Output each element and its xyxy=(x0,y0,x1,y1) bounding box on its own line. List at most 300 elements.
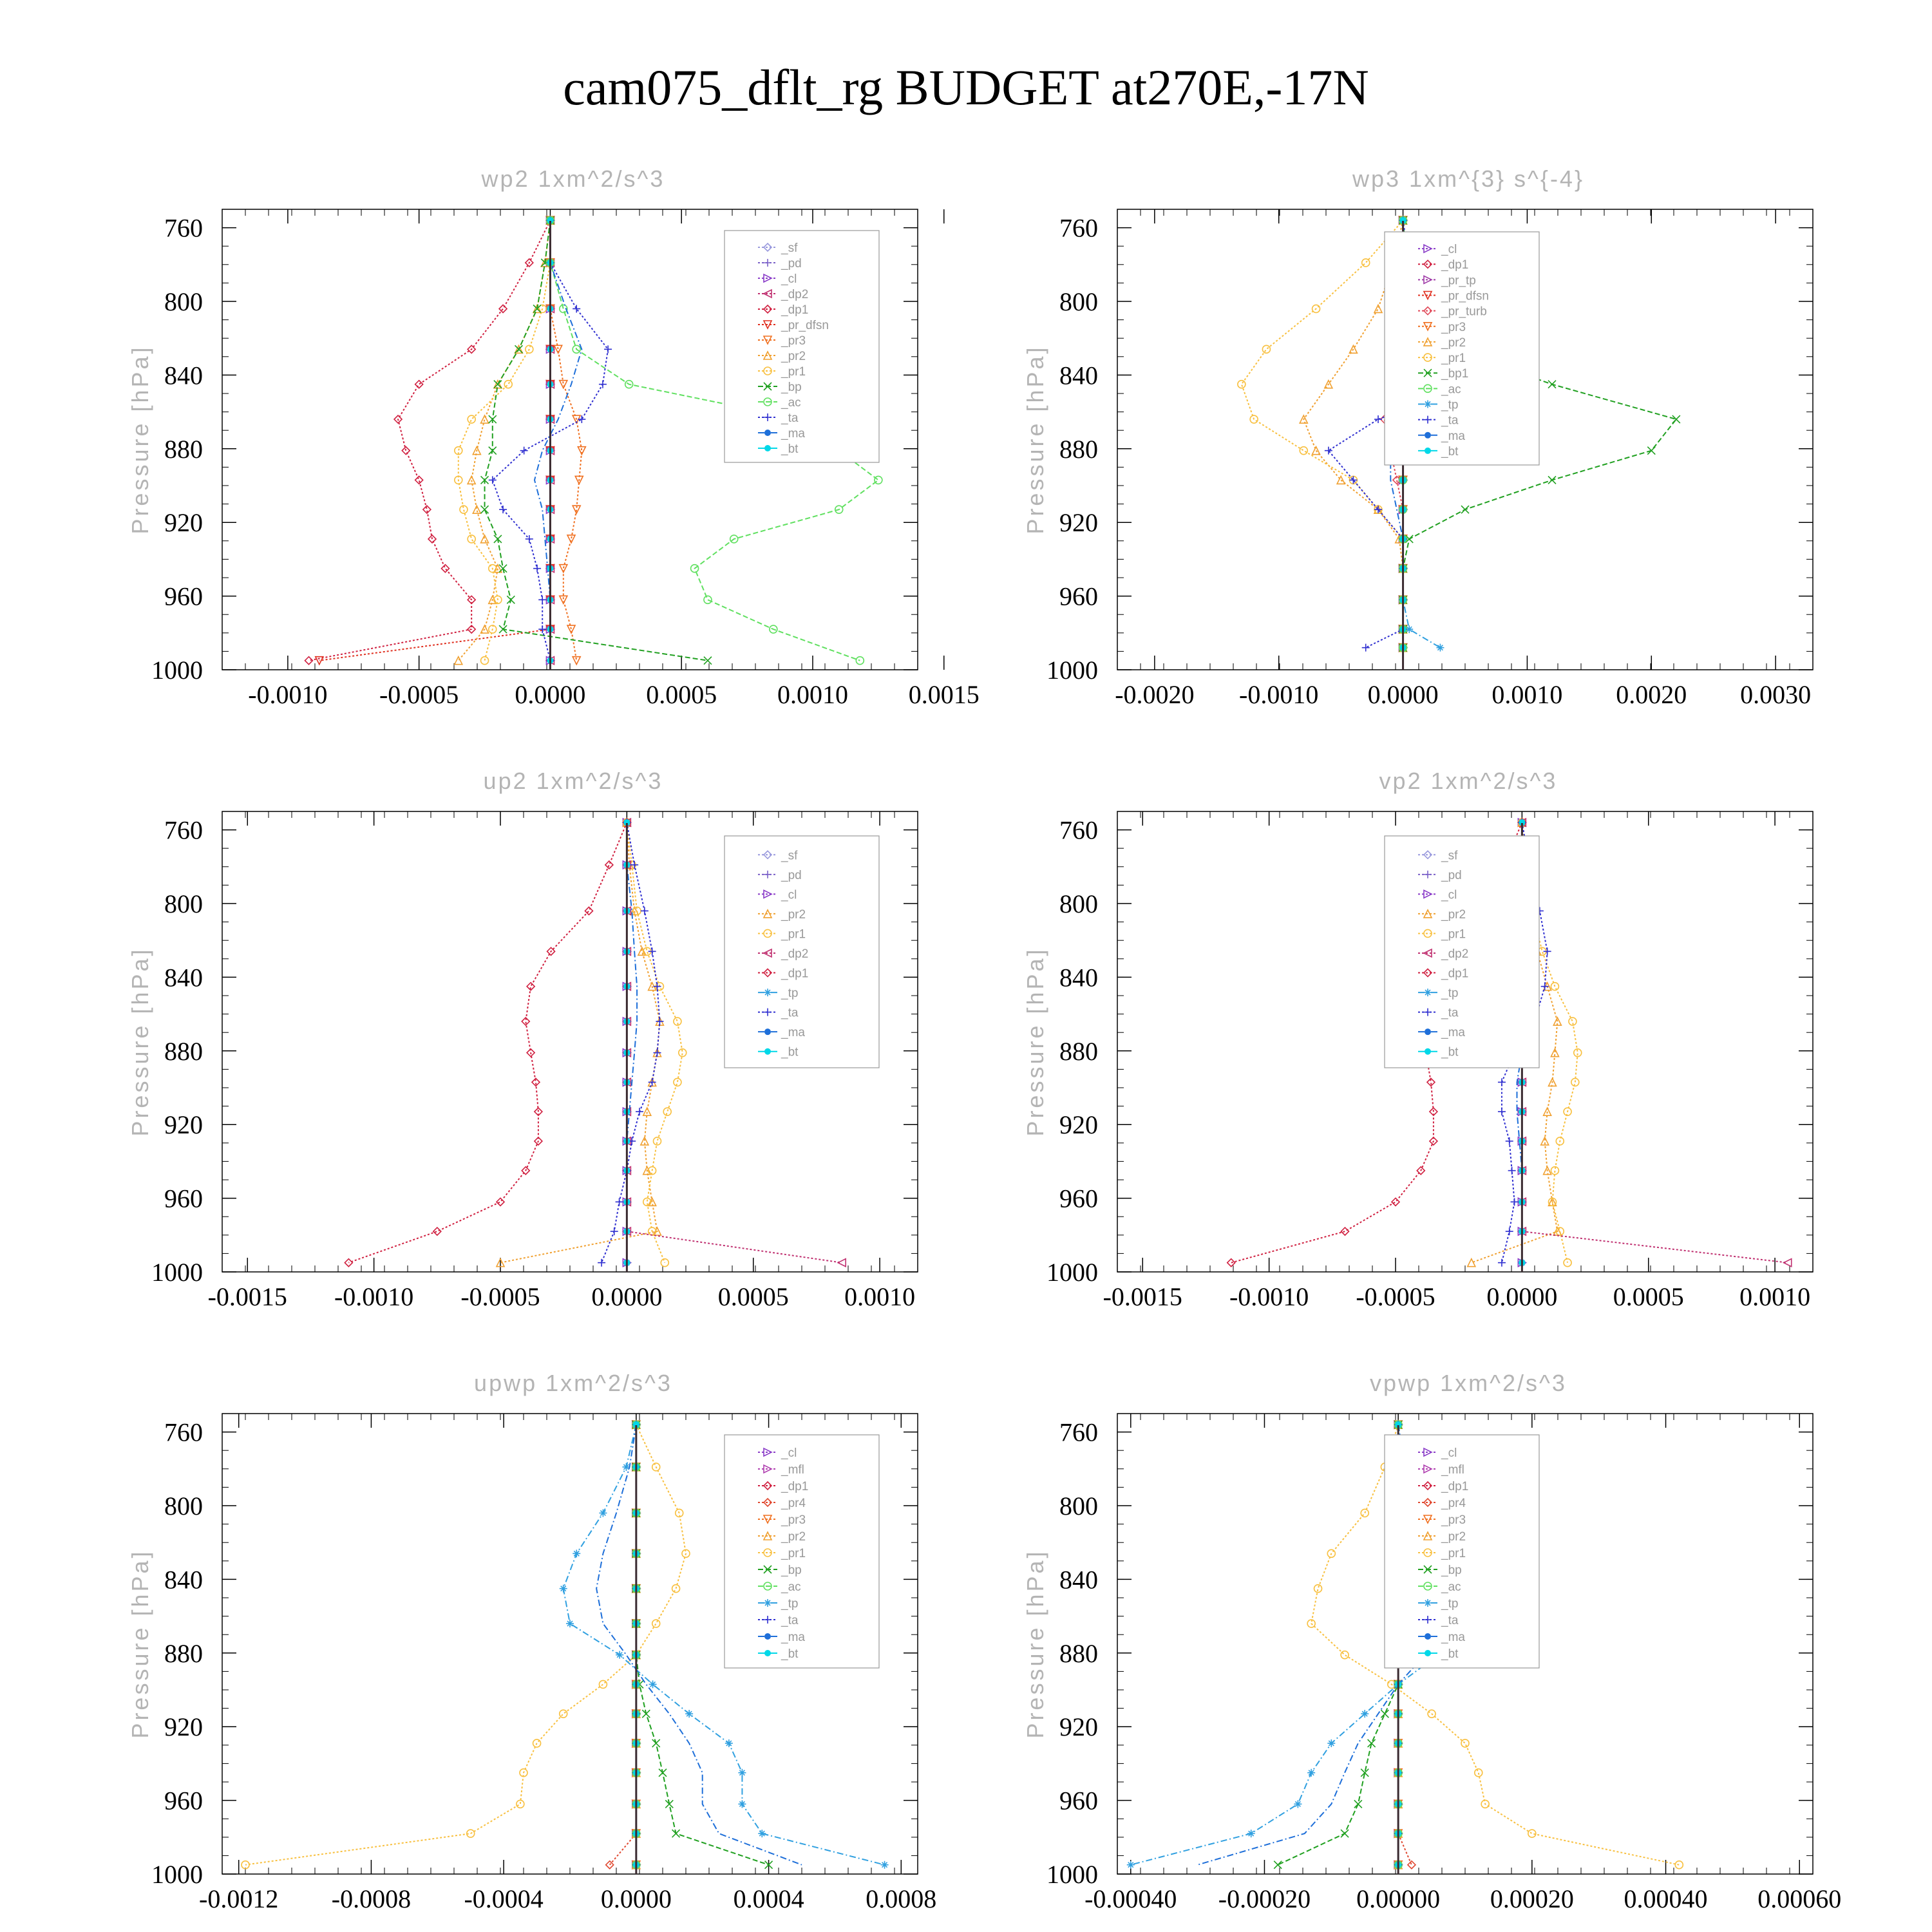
data-point xyxy=(599,1509,607,1517)
legend-label: _dp1 xyxy=(1441,1480,1469,1493)
x-tick-label: -0.0008 xyxy=(331,1884,412,1913)
y-tick-label: 1000 xyxy=(1046,656,1098,685)
y-tick-label: 760 xyxy=(164,815,203,845)
data-point xyxy=(497,1198,504,1206)
legend xyxy=(1385,232,1539,465)
legend-label: _cl xyxy=(1441,888,1457,902)
data-point xyxy=(616,1198,623,1206)
x-tick-label: 0.0000 xyxy=(600,1884,672,1913)
legend-label: _ac xyxy=(1441,1580,1461,1594)
y-tick-label: 800 xyxy=(1059,889,1098,918)
legend-label: _bp xyxy=(1441,1564,1462,1577)
x-tick-label: -0.0004 xyxy=(464,1884,544,1913)
data-point xyxy=(1461,506,1469,513)
y-tick-label: 800 xyxy=(164,287,203,316)
legend-label: _tp xyxy=(1441,398,1459,412)
data-point xyxy=(725,1739,733,1747)
data-point xyxy=(1548,381,1556,388)
legend-label: _ma xyxy=(781,1026,805,1040)
series-line xyxy=(459,220,551,661)
y-tick-label: 760 xyxy=(164,1417,203,1447)
legend-marker xyxy=(1425,1048,1431,1055)
legend-label: _sf xyxy=(1441,849,1458,863)
legend-label: _pr1 xyxy=(1441,1547,1466,1560)
x-tick-label: 0.0008 xyxy=(866,1884,937,1913)
data-point xyxy=(515,345,523,353)
y-tick-label: 840 xyxy=(164,361,203,390)
y-tick-label: 1000 xyxy=(1046,1860,1098,1889)
x-tick-label: 0.0030 xyxy=(1740,680,1812,709)
data-point xyxy=(875,476,882,484)
x-tick-label: 0.0000 xyxy=(515,680,586,709)
x-tick-label: 0.0005 xyxy=(717,1282,789,1311)
y-tick-label: 920 xyxy=(164,1712,203,1742)
legend-label: _pr2 xyxy=(781,350,806,363)
data-point xyxy=(415,381,423,388)
legend-label: _dp1 xyxy=(781,1480,809,1493)
legend-label: _pr3 xyxy=(781,334,806,348)
legend-label: _dp1 xyxy=(781,967,809,981)
chart-panel xyxy=(127,768,918,1311)
y-tick-label: 880 xyxy=(1059,1036,1098,1066)
y-tick-label: 840 xyxy=(1059,361,1098,390)
legend-label: _dp1 xyxy=(1441,967,1469,981)
legend-marker xyxy=(764,1028,771,1035)
y-tick-label: 1000 xyxy=(151,1860,203,1889)
y-tick-label: 840 xyxy=(164,963,203,992)
chart-panel xyxy=(1022,768,1813,1311)
series-line xyxy=(459,220,551,661)
y-axis-label: Pressure [hPa] xyxy=(127,947,153,1137)
data-point xyxy=(1508,1167,1516,1175)
data-point xyxy=(1672,415,1680,423)
series-line xyxy=(1242,220,1403,648)
legend-label: _ma xyxy=(1441,1026,1465,1040)
data-point xyxy=(1294,1800,1302,1808)
data-point xyxy=(1300,447,1307,455)
y-tick-label: 920 xyxy=(1059,1110,1098,1140)
legend-label: _bt xyxy=(781,1647,799,1661)
data-point xyxy=(560,596,567,603)
legend-label: _dp1 xyxy=(1441,258,1469,272)
x-tick-label: -0.00040 xyxy=(1084,1884,1177,1913)
data-point xyxy=(1475,1769,1482,1777)
y-axis-label: Pressure [hPa] xyxy=(1022,345,1048,535)
legend-label: _ta xyxy=(1441,413,1459,428)
data-point xyxy=(1498,1108,1506,1115)
legend-marker xyxy=(764,430,771,436)
data-point xyxy=(738,1769,746,1777)
legend-label: _ta xyxy=(781,1006,799,1020)
data-point xyxy=(599,1680,607,1688)
legend-marker xyxy=(1425,1650,1431,1656)
panels xyxy=(127,166,1841,1913)
legend-label: _pd xyxy=(1441,868,1462,882)
legend-label: _dp2 xyxy=(1441,947,1469,961)
x-tick-label: 0.00020 xyxy=(1490,1884,1574,1913)
legend-label: _pr2 xyxy=(781,1530,806,1544)
legend-label: _pr_turb xyxy=(1441,305,1487,319)
x-tick-label: 0.0005 xyxy=(646,680,717,709)
data-point xyxy=(573,305,580,312)
x-tick-label: 0.0015 xyxy=(908,680,980,709)
legend-label: _bt xyxy=(781,442,799,456)
legend-label: _ta xyxy=(781,1614,799,1627)
legend-label: _sf xyxy=(781,849,798,863)
x-tick-label: -0.0020 xyxy=(1115,680,1195,709)
legend-marker xyxy=(1425,432,1431,439)
legend-label: _pr2 xyxy=(1441,1530,1466,1544)
legend-marker xyxy=(1425,1028,1431,1035)
x-tick-label: 0.00000 xyxy=(1356,1884,1441,1913)
legend-label: _cl xyxy=(781,888,797,902)
data-point xyxy=(1498,1259,1506,1267)
y-axis-label: Pressure [hPa] xyxy=(1022,1549,1048,1739)
y-tick-label: 960 xyxy=(1059,1786,1098,1815)
y-tick-label: 840 xyxy=(1059,963,1098,992)
data-point xyxy=(1362,259,1370,267)
data-point xyxy=(507,596,515,603)
data-point xyxy=(1675,1861,1683,1869)
data-point xyxy=(604,345,612,353)
legend-label: _pr4 xyxy=(781,1497,806,1510)
x-tick-label: 0.0005 xyxy=(1613,1282,1684,1311)
data-point xyxy=(704,596,712,603)
series-line xyxy=(1278,1425,1398,1865)
data-point xyxy=(652,1739,660,1747)
legend xyxy=(1385,836,1539,1068)
legend-label: _sf xyxy=(781,242,798,255)
legend-label: _pr_tp xyxy=(1441,274,1476,288)
legend-label: _ta xyxy=(1441,1614,1459,1627)
x-tick-label: -0.0015 xyxy=(1103,1282,1182,1311)
data-point xyxy=(656,1018,663,1025)
data-point xyxy=(516,1800,524,1808)
data-point xyxy=(1341,1830,1349,1837)
y-axis-label: Pressure [hPa] xyxy=(127,345,153,535)
legend xyxy=(724,231,879,462)
data-point xyxy=(1408,1861,1416,1869)
x-tick-label: 0.0000 xyxy=(1367,680,1439,709)
legend-label: _bt xyxy=(1441,1045,1459,1059)
legend-label: _tp xyxy=(781,1597,799,1611)
data-point xyxy=(538,596,546,603)
y-tick-label: 920 xyxy=(164,1110,203,1140)
data-point xyxy=(1461,1739,1469,1747)
data-point xyxy=(1238,381,1245,388)
legend-label: _ac xyxy=(1441,383,1461,397)
data-point xyxy=(611,1227,618,1235)
x-tick-label: -0.0010 xyxy=(334,1282,414,1311)
legend-label: _ac xyxy=(781,396,801,410)
y-tick-label: 880 xyxy=(164,434,203,464)
legend-label: _cl xyxy=(781,272,797,286)
data-point xyxy=(533,565,541,573)
data-point xyxy=(1498,1078,1506,1086)
legend-marker xyxy=(1425,1633,1431,1640)
data-point xyxy=(1548,476,1556,484)
x-tick-label: 0.0010 xyxy=(777,680,848,709)
data-point xyxy=(1436,644,1444,652)
x-tick-label: 0.0000 xyxy=(1486,1282,1558,1311)
y-tick-label: 880 xyxy=(164,1638,203,1668)
data-point xyxy=(566,1620,574,1627)
legend-label: _ma xyxy=(1441,429,1465,443)
panel-title: wp2 1xm^2/s^3 xyxy=(481,166,665,192)
legend-label: _pr1 xyxy=(1441,352,1466,366)
data-point xyxy=(605,861,613,869)
data-point xyxy=(468,415,475,423)
data-point xyxy=(1325,447,1332,455)
legend-label: _mfl xyxy=(1441,1463,1464,1477)
legend-label: _dp2 xyxy=(781,288,809,301)
x-tick-label: -0.0015 xyxy=(207,1282,287,1311)
series-line xyxy=(308,220,550,661)
x-tick-label: 0.00060 xyxy=(1757,1884,1842,1913)
legend-label: _mfl xyxy=(781,1463,804,1477)
legend-marker xyxy=(764,1633,771,1640)
data-point xyxy=(649,1078,656,1086)
data-point xyxy=(1392,1198,1399,1206)
data-point xyxy=(663,1108,671,1115)
chart-panel xyxy=(1022,166,1813,709)
y-tick-label: 880 xyxy=(1059,434,1098,464)
y-tick-label: 920 xyxy=(1059,508,1098,538)
data-point xyxy=(1511,1198,1519,1206)
legend-marker xyxy=(764,1650,771,1656)
legend-label: _pr1 xyxy=(1441,927,1466,942)
legend-label: _ma xyxy=(1441,1631,1465,1644)
y-tick-label: 800 xyxy=(1059,287,1098,316)
data-point xyxy=(1341,1227,1349,1235)
y-tick-label: 920 xyxy=(164,508,203,538)
legend-label: _dp2 xyxy=(781,947,809,961)
y-tick-label: 960 xyxy=(164,582,203,611)
data-point xyxy=(481,415,489,423)
figure-title: cam075_dflt_rg BUDGET at270E,-17N xyxy=(563,59,1369,115)
legend-label: _ma xyxy=(781,427,805,440)
data-point xyxy=(636,1108,643,1115)
data-point xyxy=(578,415,585,423)
y-tick-label: 800 xyxy=(1059,1492,1098,1520)
data-point xyxy=(520,447,528,455)
y-axis-label: Pressure [hPa] xyxy=(127,1549,153,1739)
x-tick-label: 0.0000 xyxy=(591,1282,663,1311)
legend-label: _bp xyxy=(781,1564,802,1577)
legend-label: _bt xyxy=(1441,444,1459,459)
legend-label: _pr2 xyxy=(1441,336,1466,350)
y-tick-label: 1000 xyxy=(151,656,203,685)
legend-label: _pr_dfsn xyxy=(781,319,829,332)
legend-label: _pr3 xyxy=(1441,1513,1466,1527)
legend-label: _pr3 xyxy=(1441,320,1466,334)
data-point xyxy=(1362,644,1370,652)
data-point xyxy=(481,535,489,543)
legend-label: _pr1 xyxy=(781,365,806,379)
data-point xyxy=(1227,1259,1235,1267)
y-tick-label: 760 xyxy=(1059,213,1098,243)
legend-label: _pr1 xyxy=(781,927,806,942)
series-line xyxy=(348,822,627,1263)
data-point xyxy=(433,1227,441,1235)
data-point xyxy=(538,625,546,633)
data-point xyxy=(560,1585,567,1593)
series-line xyxy=(1522,822,1787,1263)
panel-title: up2 1xm^2/s^3 xyxy=(483,768,663,794)
series-line xyxy=(485,220,708,661)
x-tick-label: 0.0004 xyxy=(733,1884,804,1913)
legend-label: _cl xyxy=(781,1446,797,1460)
data-point xyxy=(652,1620,660,1627)
data-point xyxy=(504,381,512,388)
data-point xyxy=(653,1049,661,1057)
y-tick-label: 960 xyxy=(164,1184,203,1213)
data-point xyxy=(1247,1830,1255,1837)
data-point xyxy=(674,1078,681,1086)
y-tick-label: 880 xyxy=(1059,1638,1098,1668)
data-point xyxy=(1381,1710,1388,1718)
legend-label: _pr2 xyxy=(781,907,806,922)
chart-panel xyxy=(127,1370,936,1913)
data-point xyxy=(489,447,497,455)
series-line xyxy=(245,1425,686,1865)
y-tick-label: 1000 xyxy=(151,1258,203,1287)
y-tick-label: 760 xyxy=(164,213,203,243)
legend-label: _pr3 xyxy=(781,1513,806,1527)
data-point xyxy=(494,381,502,388)
legend-label: _bp1 xyxy=(1441,367,1469,381)
data-point xyxy=(489,476,497,484)
data-point xyxy=(585,907,592,914)
legend xyxy=(724,1435,879,1668)
data-point xyxy=(598,1259,605,1267)
data-point xyxy=(567,535,575,543)
y-tick-label: 800 xyxy=(164,889,203,918)
y-tick-label: 880 xyxy=(164,1036,203,1066)
y-tick-label: 960 xyxy=(164,1786,203,1815)
data-point xyxy=(641,907,649,914)
legend-marker xyxy=(1425,448,1431,454)
legend-label: _cl xyxy=(1441,1446,1457,1460)
legend-label: _bt xyxy=(781,1045,799,1059)
legend-label: _ma xyxy=(781,1631,805,1644)
y-axis-label: Pressure [hPa] xyxy=(1022,947,1048,1137)
panel-title: vpwp 1xm^2/s^3 xyxy=(1370,1370,1567,1396)
legend-marker xyxy=(764,445,771,451)
data-point xyxy=(415,476,423,484)
legend-label: _pr_dfsn xyxy=(1441,289,1489,303)
data-point xyxy=(1506,1227,1513,1235)
x-tick-label: 0.00040 xyxy=(1624,1884,1708,1913)
legend-label: _dp1 xyxy=(781,303,809,317)
data-point xyxy=(468,535,475,543)
data-point xyxy=(653,983,661,990)
data-point xyxy=(1262,345,1270,353)
legend-label: _ac xyxy=(781,1580,801,1594)
data-point xyxy=(881,1861,889,1869)
x-tick-label: 0.0010 xyxy=(844,1282,916,1311)
panel-title: vp2 1xm^2/s^3 xyxy=(1379,768,1558,794)
legend-label: _pr2 xyxy=(1441,907,1466,922)
x-tick-label: -0.0010 xyxy=(1239,680,1319,709)
data-point xyxy=(1127,1861,1135,1869)
data-point xyxy=(1468,1259,1475,1267)
legend-label: _pr1 xyxy=(781,1547,806,1560)
y-tick-label: 960 xyxy=(1059,582,1098,611)
data-point xyxy=(758,1830,766,1837)
chart-panel xyxy=(1022,1370,1841,1913)
legend-label: _pd xyxy=(781,868,802,882)
data-point xyxy=(441,565,449,573)
x-tick-label: 0.0020 xyxy=(1616,680,1687,709)
y-tick-label: 800 xyxy=(164,1492,203,1520)
x-tick-label: 0.0010 xyxy=(1739,1282,1811,1311)
x-tick-label: -0.0005 xyxy=(460,1282,540,1311)
data-point xyxy=(1647,447,1655,455)
data-point xyxy=(1274,1861,1282,1869)
data-point xyxy=(499,506,507,513)
data-point xyxy=(738,1800,746,1808)
data-point xyxy=(560,1710,567,1718)
legend-label: _pr4 xyxy=(1441,1497,1466,1510)
panel-title: upwp 1xm^2/s^3 xyxy=(474,1370,672,1396)
data-point xyxy=(1341,1651,1349,1659)
y-tick-label: 760 xyxy=(1059,815,1098,845)
x-tick-label: -0.0005 xyxy=(379,680,459,709)
x-tick-label: -0.0010 xyxy=(1229,1282,1309,1311)
data-point xyxy=(499,305,507,312)
data-point xyxy=(573,1549,580,1557)
x-tick-label: 0.0010 xyxy=(1492,680,1563,709)
data-point xyxy=(616,1651,623,1659)
y-tick-label: 760 xyxy=(1059,1417,1098,1447)
x-tick-label: -0.0005 xyxy=(1356,1282,1435,1311)
x-tick-label: -0.0012 xyxy=(199,1884,279,1913)
legend-label: _pd xyxy=(781,257,802,270)
data-point xyxy=(455,657,462,665)
data-point xyxy=(1354,1800,1362,1808)
chart-panel xyxy=(127,166,980,709)
data-point xyxy=(1307,1769,1315,1777)
legend-label: _tp xyxy=(1441,987,1459,1001)
x-tick-label: -0.00020 xyxy=(1218,1884,1311,1913)
data-point xyxy=(1506,1137,1513,1145)
data-point xyxy=(481,657,489,665)
data-point xyxy=(599,381,607,388)
data-point xyxy=(1374,415,1382,423)
y-tick-label: 960 xyxy=(1059,1184,1098,1213)
y-tick-label: 1000 xyxy=(1046,1258,1098,1287)
x-tick-label: -0.0010 xyxy=(248,680,328,709)
y-tick-label: 840 xyxy=(164,1565,203,1595)
legend-label: _tp xyxy=(781,987,799,1001)
y-tick-label: 920 xyxy=(1059,1712,1098,1742)
legend-label: _tp xyxy=(1441,1597,1459,1611)
legend xyxy=(1385,1435,1539,1668)
legend-label: _ta xyxy=(781,412,799,425)
legend-label: _bt xyxy=(1441,1647,1459,1661)
y-tick-label: 840 xyxy=(1059,1565,1098,1595)
legend-marker xyxy=(764,1048,771,1055)
legend-label: _cl xyxy=(1441,243,1457,257)
legend xyxy=(724,836,879,1068)
legend-label: _ta xyxy=(1441,1006,1459,1020)
series-line xyxy=(550,220,582,661)
panel-title: wp3 1xm^{3} s^{-4} xyxy=(1352,166,1584,192)
data-point xyxy=(1374,305,1382,312)
legend-label: _bp xyxy=(781,381,802,394)
data-point xyxy=(499,565,507,573)
